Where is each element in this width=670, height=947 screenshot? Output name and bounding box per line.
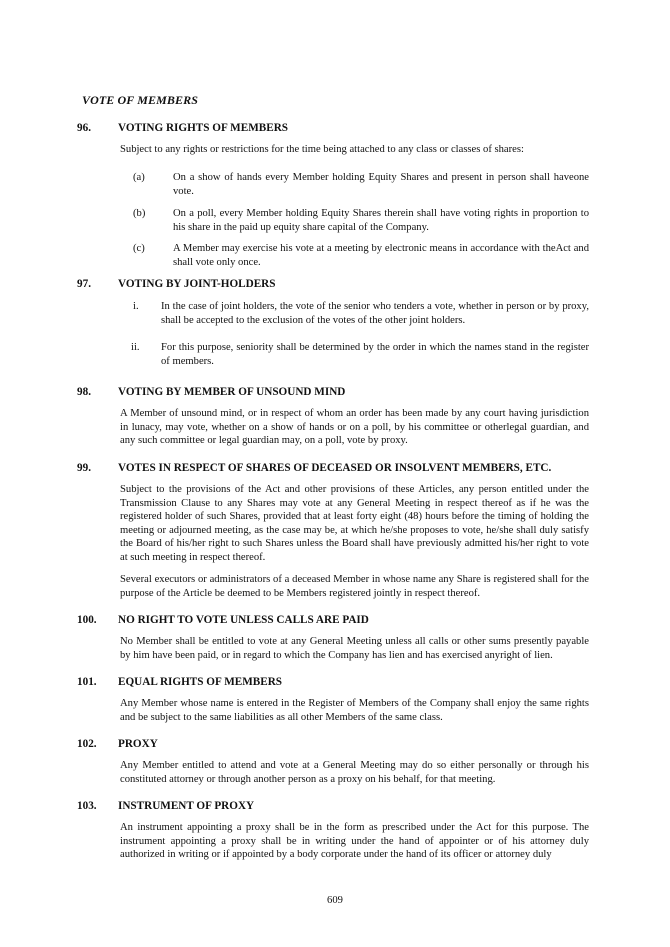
item-text: On a poll, every Member holding Equity Shares therein shall have voting rights in proportion to his share in the paid up equity share capital of the Company.	[173, 208, 589, 233]
section-title: VOTES IN RESPECT OF SHARES OF DECEASED OR INSOLVENT MEMBERS, ETC.	[118, 462, 552, 474]
section-number: 100.	[77, 614, 97, 626]
section-number: 103.	[77, 800, 97, 812]
section-number: 96.	[77, 122, 91, 134]
section-number: 102.	[77, 738, 97, 750]
item-label: ii.	[131, 342, 140, 353]
section-number: 99.	[77, 462, 91, 474]
item-label: (a)	[133, 172, 145, 183]
item-text: For this purpose, seniority shall be determined by the order in which the names stand in the register of members.	[161, 342, 589, 367]
section-103-text: An instrument appointing a proxy shall be in the form as prescribed under the Act for this purpose. The instrument appointing a proxy shall be in writing under the hand of appointer or of his attorney duly authorized in writing or if appointed by a body corporate under the hand of its officer or attorney duly	[120, 822, 589, 861]
section-98-text: A Member of unsound mind, or in respect of whom an order has been made by any court having jurisdiction in lunacy, may vote, whether on a show of hands or on a poll, by his committee or otherlegal guardian, and any such committee or legal guardian may, on a poll, vote by proxy.	[120, 408, 589, 447]
section-number: 101.	[77, 676, 97, 688]
section-102-text: Any Member entitled to attend and vote at a General Meeting may do so either personally or through his constituted attorney or through another person as a proxy on his behalf, for that meeting.	[120, 760, 589, 785]
section-title: INSTRUMENT OF PROXY	[118, 800, 255, 812]
page-number: 609	[327, 895, 343, 906]
section-100-text: No Member shall be entitled to vote at any General Meeting unless all calls or other sums presently payable by him have been paid, or in regard to which the Company has lien and has exercised anyright of lien.	[120, 636, 589, 661]
section-title: EQUAL RIGHTS OF MEMBERS	[118, 676, 283, 688]
section-99-text-1: Subject to the provisions of the Act and other provisions of these Articles, any person entitled under the Transmission Clause to any Shares may vote at any General Meeting in respect thereof as if he was the registered holder of such Shares, provided that at least forty eight (48) hours before the timing of holding the meeting or adjourned meeting, as the case may be, at which he/she proposes to vote, he/she shall duly satisfy the Board of his/her right to such Shares unless the Board shall have previously admitted his/her right to vote at such meeting in respect thereof.	[120, 484, 589, 563]
section-number: 98.	[77, 386, 91, 398]
item-label: i.	[133, 301, 139, 312]
item-text: A Member may exercise his vote at a meeting by electronic means in accordance with theAct and shall vote only once.	[173, 243, 589, 268]
section-99-text-2: Several executors or administrators of a deceased Member in whose name any Share is registered shall for the purpose of the Article be deemed to be Members registered jointly in respect thereof.	[120, 574, 589, 599]
section-title: VOTING BY JOINT-HOLDERS	[118, 278, 276, 290]
item-text: In the case of joint holders, the vote of the senior who tenders a vote, whether in person or by proxy, shall be accepted to the exclusion of the votes of the other joint holders.	[161, 301, 589, 326]
section-title: NO RIGHT TO VOTE UNLESS CALLS ARE PAID	[118, 614, 369, 626]
section-101-text: Any Member whose name is entered in the Register of Members of the Company shall enjoy the same rights and be subject to the same liabilities as all other Members of the same class.	[120, 698, 589, 723]
section-title: VOTING RIGHTS OF MEMBERS	[118, 122, 288, 134]
section-title: VOTING BY MEMBER OF UNSOUND MIND	[118, 386, 346, 398]
section-number: 97.	[77, 278, 91, 290]
item-text: On a show of hands every Member holding Equity Shares and present in person shall haveone vote.	[173, 172, 589, 197]
section-title: PROXY	[118, 738, 158, 750]
section-96-intro: Subject to any rights or restrictions for the time being attached to any class or classes of shares:	[120, 144, 524, 155]
vote-of-members-heading: VOTE OF MEMBERS	[82, 93, 198, 107]
item-label: (b)	[133, 208, 146, 219]
item-label: (c)	[133, 243, 145, 254]
